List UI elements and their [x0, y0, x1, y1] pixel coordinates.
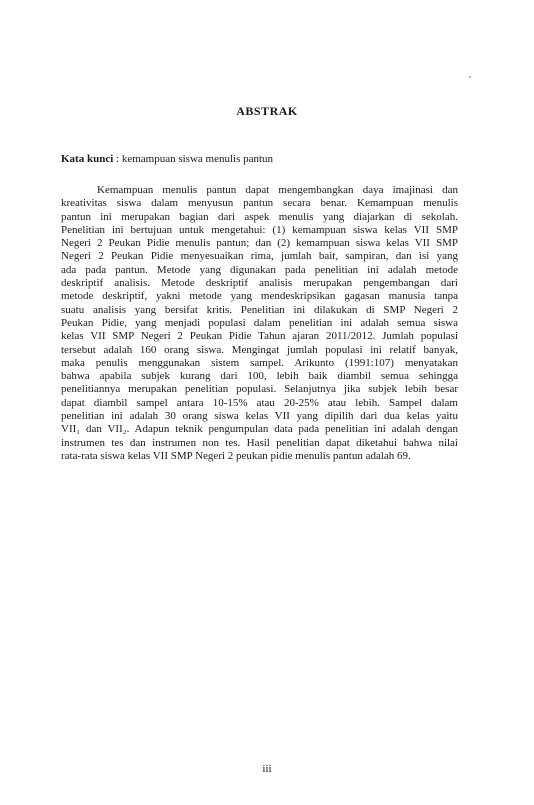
keywords-text: : kemampuan siswa menulis pantun	[113, 153, 274, 165]
abstract-line: rata-rata siswa kelas VII SMP Negeri 2 peukan pidie menulis pantun adalah 69.	[61, 449, 411, 462]
abstract-line: kelas VII SMP Negeri 2 Peukan Pidie Tahun ajaran 2011/2012. Jumlah populasi	[61, 330, 458, 343]
abstract-line: Penelitian ini bertujuan untuk mengetahui: (1) kemampuan siswa kelas VII SMP	[61, 223, 458, 236]
abstract-line: Negeri 2 Peukan Pidie menulis pantun; dan (2) kemampuan siswa kelas VII SMP	[61, 237, 458, 250]
abstract-line: Negeri 2 Peukan Pidie menyesuaikan rima, jumlah bait, sampiran, dan isi yang	[61, 250, 458, 263]
abstract-line: ada pada pantun. Metode yang digunakan pada penelitian ini adalah metode	[61, 263, 458, 276]
abstract-line: deskriptif analisis. Metode deskriptif analisis merupakan pengembangan dari	[61, 277, 458, 290]
abstract-line: suatu analisis yang bersifat kritis. Penelitian ini dilakukan di SMP Negeri 2	[61, 303, 458, 316]
abstract-line: maka penulis menggunakan sistem sampel. Arikunto (1991:107) menyatakan	[61, 356, 458, 369]
keywords-line	[61, 153, 273, 165]
keywords-label: Kata kunci	[61, 153, 114, 165]
abstract-line: bahwa apabila subjek kurang dari 100, lebih baik diambil semua sehingga	[61, 370, 458, 383]
abstract-paragraph	[61, 184, 458, 463]
abstract-line: metode deskriptif, yakni metode yang mendeskripsikan gagasan manusia tanpa	[61, 290, 458, 303]
page-number: iii	[262, 763, 272, 775]
abstract-line: penelitiannya merupakan penelitian populasi. Selanjutnya jika subjek lebih besar	[61, 383, 458, 396]
abstract-line: tersebut adalah 160 orang siswa. Mengingat jumlah populasi ini relatif banyak,	[61, 343, 458, 356]
abstract-line: kreativitas siswa dalam menyusun pantun secara benar. Kemampuan menulis	[61, 197, 458, 210]
abstract-line: penelitian ini adalah 30 orang siswa kelas VII yang dipilih dari dua kelas yaitu	[61, 410, 458, 423]
abstract-line: instrumen tes dan instrumen non tes. Hasil penelitian dapat diketahui bahwa nilai	[61, 436, 458, 449]
page-title: ABSTRAK	[236, 104, 298, 118]
abstract-line: Kemampuan menulis pantun dapat mengembangkan daya imajinasi dan	[97, 184, 458, 196]
scan-speck	[469, 76, 471, 78]
abstract-line: Peukan Pidie, yang menjadi populasi dalam penelitian ini adalah semua siswa	[61, 316, 458, 329]
abstract-line: pantun ini merupakan bagian dari aspek menulis yang diajarkan di sekolah.	[61, 210, 458, 223]
abstract-line: dapat diambil sampel antara 10-15% atau 20-25% atau lebih. Sampel dalam	[61, 396, 458, 409]
abstract-line: VII₁ dan VII₂. Adapun teknik pengumpulan data pada penelitian ini adalah dengan	[61, 423, 458, 436]
